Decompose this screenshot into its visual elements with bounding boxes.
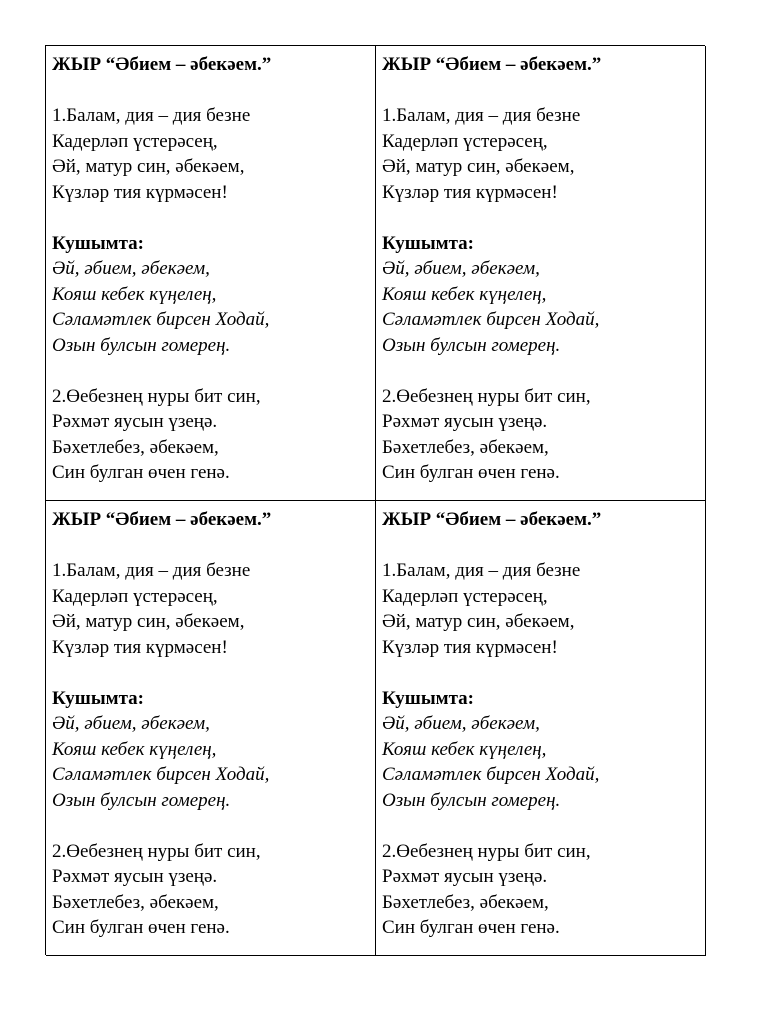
spacer <box>382 358 699 384</box>
verse2-line-2: Рәхмәт яусын үзеңә. <box>382 866 548 887</box>
chorus-label: Кушымта: <box>382 232 475 254</box>
verse2-line-1: 2.Өебезнең нуры бит син, <box>382 840 591 862</box>
chorus-label: Кушымта: <box>52 687 145 709</box>
song-title: ЖЫР “Әбием – әбекәем.” <box>52 54 272 75</box>
spacer <box>382 533 699 559</box>
chorus-line-2: Кояш кебек күңелең, <box>52 738 217 760</box>
spacer <box>52 660 369 686</box>
verse1-line-1: 1.Балам, дия – дия безне <box>382 560 581 581</box>
verse1-line-4: Күзләр тия күрмәсен! <box>52 181 228 203</box>
spacer <box>52 533 369 559</box>
spacer <box>382 660 699 686</box>
song-title: ЖЫР “Әбием – әбекәем.” <box>382 54 602 75</box>
chorus-line-1: Әй, әбием, әбекәем, <box>382 713 540 734</box>
verse2-line-3: Бәхетлебез, әбекәем, <box>52 891 219 913</box>
spacer <box>52 205 369 231</box>
song-card-1 <box>46 46 376 501</box>
verse1-line-1: 1.Балам, дия – дия безне <box>52 105 251 126</box>
spacer <box>52 358 369 384</box>
song-sheet-grid <box>45 45 705 955</box>
verse1-line-2: Кадерләп үстерәсең, <box>382 585 548 607</box>
chorus-line-3: Сәламәтлек бирсен Ходай, <box>382 309 600 330</box>
song-card-3 <box>46 501 376 956</box>
chorus-line-3: Сәламәтлек бирсен Ходай, <box>52 764 270 785</box>
chorus-line-3: Сәламәтлек бирсен Ходай, <box>382 764 600 785</box>
verse1-line-1: 1.Балам, дия – дия безне <box>382 105 581 126</box>
song-title: ЖЫР “Әбием – әбекәем.” <box>52 509 272 530</box>
chorus-line-2: Кояш кебек күңелең, <box>52 283 217 305</box>
chorus-line-3: Сәламәтлек бирсен Ходай, <box>52 309 270 330</box>
chorus-line-4: Озын булсын гомерең. <box>382 789 561 811</box>
song-title: ЖЫР “Әбием – әбекәем.” <box>382 509 602 530</box>
chorus-label: Кушымта: <box>52 232 145 254</box>
spacer <box>52 813 369 839</box>
verse2-line-1: 2.Өебезнең нуры бит син, <box>52 385 261 407</box>
verse1-line-4: Күзләр тия күрмәсен! <box>382 181 558 203</box>
verse1-line-3: Әй, матур син, әбекәем, <box>382 156 575 177</box>
verse2-line-3: Бәхетлебез, әбекәем, <box>382 891 549 913</box>
spacer <box>52 78 369 104</box>
chorus-line-2: Кояш кебек күңелең, <box>382 738 547 760</box>
verse2-line-4: Син булган өчен генә. <box>52 917 230 938</box>
verse1-line-2: Кадерләп үстерәсең, <box>382 130 548 152</box>
verse1-line-2: Кадерләп үстерәсең, <box>52 585 218 607</box>
chorus-line-4: Озын булсын гомерең. <box>52 789 231 811</box>
chorus-line-1: Әй, әбием, әбекәем, <box>52 713 210 734</box>
verse2-line-4: Син булган өчен генә. <box>52 462 230 483</box>
verse2-line-4: Син булган өчен генә. <box>382 917 560 938</box>
spacer <box>382 78 699 104</box>
verse1-line-1: 1.Балам, дия – дия безне <box>52 560 251 581</box>
verse2-line-3: Бәхетлебез, әбекәем, <box>382 436 549 458</box>
song-card-4 <box>376 501 706 956</box>
verse1-line-3: Әй, матур син, әбекәем, <box>52 611 245 632</box>
chorus-line-4: Озын булсын гомерең. <box>52 334 231 356</box>
spacer <box>382 205 699 231</box>
verse2-line-2: Рәхмәт яусын үзеңә. <box>52 411 218 432</box>
verse2-line-2: Рәхмәт яусын үзеңә. <box>382 411 548 432</box>
verse1-line-4: Күзләр тия күрмәсен! <box>52 636 228 658</box>
chorus-line-2: Кояш кебек күңелең, <box>382 283 547 305</box>
verse1-line-4: Күзләр тия күрмәсен! <box>382 636 558 658</box>
chorus-label: Кушымта: <box>382 687 475 709</box>
chorus-line-4: Озын булсын гомерең. <box>382 334 561 356</box>
verse2-line-1: 2.Өебезнең нуры бит син, <box>52 840 261 862</box>
song-card-2 <box>376 46 706 501</box>
chorus-line-1: Әй, әбием, әбекәем, <box>52 258 210 279</box>
chorus-line-1: Әй, әбием, әбекәем, <box>382 258 540 279</box>
verse2-line-1: 2.Өебезнең нуры бит син, <box>382 385 591 407</box>
verse2-line-2: Рәхмәт яусын үзеңә. <box>52 866 218 887</box>
verse2-line-3: Бәхетлебез, әбекәем, <box>52 436 219 458</box>
verse1-line-3: Әй, матур син, әбекәем, <box>52 156 245 177</box>
spacer <box>382 813 699 839</box>
verse2-line-4: Син булган өчен генә. <box>382 462 560 483</box>
verse1-line-3: Әй, матур син, әбекәем, <box>382 611 575 632</box>
verse1-line-2: Кадерләп үстерәсең, <box>52 130 218 152</box>
